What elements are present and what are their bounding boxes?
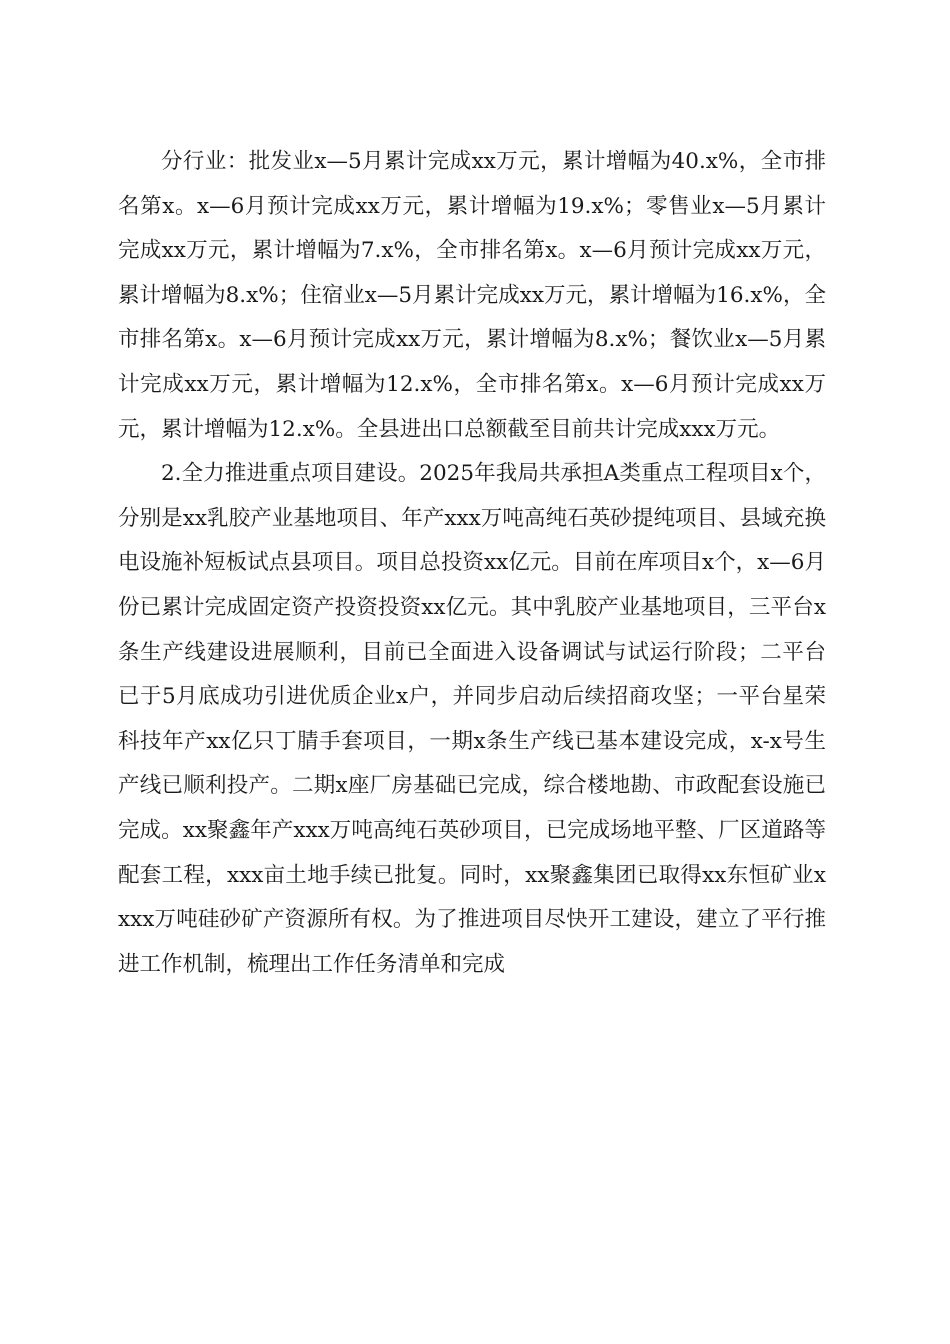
paragraph-key-projects: 2.全力推进重点项目建设。2025年我局共承担A类重点工程项目x个，分别是xx乳胶产业基地项目、年产xxx万吨高纯石英砂提纯项目、县域充换电设施补短板试点县项目。项目总投资xx亿元。目前在库项目x个，x—6月份已累计完成固定资产投资投资xx亿元。其中乳胶产业基地项目，三平台x条生产线建设进展顺利，目前已全面进入设备调试与试运行阶段；二平台已于5月底成功引进优质企业x户，并同步启动后续招商攻坚；一平台星荣科技年产xx亿只丁腈手套项目，一期x条生产线已基本建设完成，x-x号生产线已顺利投产。二期x座厂房基础已完成，综合楼地勘、市政配套设施已完成。xx聚鑫年产xxx万吨高纯石英砂项目，已完成场地平整、厂区道路等配套工程，xxx亩土地手续已批复。同时，xx聚鑫集团已取得xx东恒矿业xxxx万吨硅砂矿产资源所有权。为了推进项目尽快开工建设，建立了平行推进工作机制，梳理出工作任务清单和完成 xyxy=(118,461,826,977)
document-body xyxy=(118,140,826,987)
paragraph-industry-breakdown: 分行业：批发业x—5月累计完成xx万元，累计增幅为40.x%，全市排名第x。x—6月预计完成xx万元，累计增幅为19.x%；零售业x—5月累计完成xx万元，累计增幅为7.x%，全市排名第x。x—6月预计完成xx万元，累计增幅为8.x%；住宿业x—5月累计完成xx万元，累计增幅为16.x%，全市排名第x。x—6月预计完成xx万元，累计增幅为8.x%；餐饮业x—5月累计完成xx万元，累计增幅为12.x%，全市排名第x。x—6月预计完成xx万元，累计增幅为12.x%。全县进出口总额截至目前共计完成xxx万元。 xyxy=(118,149,826,442)
